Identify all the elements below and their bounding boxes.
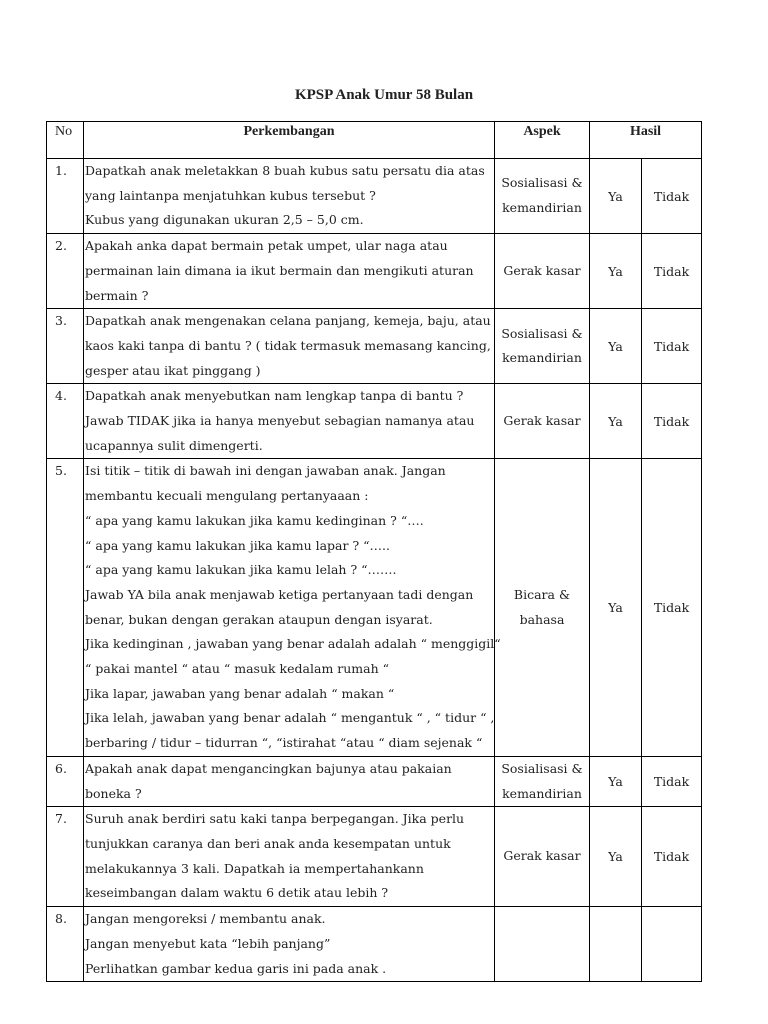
perkembangan-cell: [84, 384, 495, 459]
perkembangan-line: “ apa yang kamu lakukan jika kamu kedinginan ? “….: [85, 512, 424, 528]
perkembangan-cell: [84, 309, 495, 384]
hasil-tidak-cell: Tidak: [642, 459, 702, 756]
kpsp-table: [46, 121, 702, 982]
aspek-line: bahasa: [519, 611, 565, 627]
hasil-ya-cell: Ya: [590, 234, 642, 309]
hasil-ya-cell: Ya: [590, 459, 642, 756]
perkembangan-line: Jawab YA bila anak menjawab ketiga pertanyaan tadi dengan: [85, 586, 474, 602]
perkembangan-line: benar, bukan dengan gerakan ataupun dengan isyarat.: [85, 611, 433, 627]
perkembangan-line: Jangan menyebut kata “lebih panjang”: [85, 935, 331, 951]
row-number-text: 8.: [55, 911, 67, 927]
perkembangan-line: Jawab TIDAK jika ia hanya menyebut sebagian namanya atau: [85, 413, 475, 429]
row-number-text: 4.: [55, 388, 67, 404]
perkembangan-line: Kubus yang digunakan ukuran 2,5 – 5,0 cm.: [85, 212, 364, 228]
perkembangan-line: Suruh anak berdiri satu kaki tanpa berpegangan. Jika perlu: [85, 811, 465, 827]
table-row: [47, 807, 702, 907]
table-row: [47, 459, 702, 756]
row-number: [47, 459, 84, 756]
aspek-line: kemandirian: [502, 785, 582, 801]
hasil-tidak-cell: [642, 907, 702, 982]
aspek-cell: [495, 907, 590, 982]
header-perkembangan: Perkembangan: [84, 122, 495, 159]
row-number-text: 2.: [55, 238, 67, 254]
perkembangan-line: gesper atau ikat pinggang ): [85, 362, 261, 378]
aspek-line: Sosialisasi &: [501, 175, 583, 191]
hasil-ya-cell: Ya: [590, 384, 642, 459]
hasil-ya-cell: Ya: [590, 159, 642, 234]
perkembangan-line: “ apa yang kamu lakukan jika kamu lelah ? “…….: [85, 562, 397, 578]
row-number-text: 7.: [55, 811, 67, 827]
perkembangan-line: yang laintanpa menjatuhkan kubus tersebut ?: [85, 187, 376, 203]
perkembangan-cell: [84, 756, 495, 806]
aspek-line: Gerak kasar: [503, 848, 581, 864]
perkembangan-line: Dapatkah anak meletakkan 8 buah kubus satu persatu dia atas: [85, 163, 485, 178]
aspek-cell: [495, 459, 590, 756]
perkembangan-line: Apakah anak dapat mengancingkan bajunya atau pakaian: [85, 760, 452, 776]
row-number: [47, 234, 84, 309]
perkembangan-line: membantu kecuali mengulang pertanyaaan :: [85, 488, 369, 504]
row-number: [47, 384, 84, 459]
hasil-tidak-cell: Tidak: [642, 159, 702, 234]
table-row: [47, 159, 702, 234]
table-row: [47, 309, 702, 384]
perkembangan-line: Dapatkah anak menyebutkan nam lengkap tanpa di bantu ?: [85, 388, 464, 404]
row-number-text: 5.: [55, 463, 67, 479]
row-number: [47, 756, 84, 806]
hasil-tidak-cell: Tidak: [642, 756, 702, 806]
perkembangan-line: melakukannya 3 kali. Dapatkah ia mempertahankann: [85, 860, 424, 876]
row-number-text: 1.: [55, 163, 67, 178]
perkembangan-line: tunjukkan caranya dan beri anak anda kesempatan untuk: [85, 835, 451, 851]
aspek-line: Gerak kasar: [503, 413, 581, 429]
hasil-tidak-cell: Tidak: [642, 807, 702, 907]
hasil-ya-cell: Ya: [590, 807, 642, 907]
row-number: [47, 159, 84, 234]
perkembangan-line: kaos kaki tanpa di bantu ? ( tidak termasuk memasang kancing,: [85, 337, 491, 353]
aspek-cell: [495, 756, 590, 806]
table-header-row: [47, 122, 702, 159]
row-number-text: 3.: [55, 313, 67, 329]
aspek-cell: [495, 234, 590, 309]
perkembangan-line: ucapannya sulit dimengerti.: [85, 437, 263, 453]
aspek-line: Gerak kasar: [503, 262, 581, 278]
hasil-ya-cell: [590, 907, 642, 982]
perkembangan-line: Isi titik – titik di bawah ini dengan jawaban anak. Jangan: [85, 463, 446, 479]
table-row: [47, 384, 702, 459]
perkembangan-line: permainan lain dimana ia ikut bermain dan mengikuti aturan: [85, 262, 474, 278]
hasil-ya-cell: Ya: [590, 309, 642, 384]
aspek-line: Sosialisasi &: [501, 325, 583, 341]
row-number-text: 6.: [55, 760, 67, 776]
aspek-line: kemandirian: [502, 200, 582, 216]
perkembangan-line: Perlihatkan gambar kedua garis ini pada anak .: [85, 960, 387, 976]
hasil-tidak-cell: Tidak: [642, 384, 702, 459]
row-number: [47, 309, 84, 384]
perkembangan-line: Apakah anka dapat bermain petak umpet, ular naga atau: [85, 238, 448, 254]
aspek-line: Bicara &: [513, 586, 571, 602]
aspek-line: kemandirian: [502, 350, 582, 366]
perkembangan-cell: [84, 907, 495, 982]
header-aspek: Aspek: [495, 122, 590, 159]
aspek-cell: [495, 807, 590, 907]
row-number: [47, 907, 84, 982]
perkembangan-line: Dapatkah anak mengenakan celana panjang, kemeja, baju, atau: [85, 313, 491, 329]
aspek-cell: [495, 384, 590, 459]
perkembangan-cell: [84, 807, 495, 907]
perkembangan-line: “ pakai mantel “ atau “ masuk kedalam rumah “: [85, 661, 390, 677]
hasil-ya-cell: Ya: [590, 756, 642, 806]
perkembangan-line: bermain ?: [85, 287, 149, 303]
row-number: [47, 807, 84, 907]
aspek-cell: [495, 309, 590, 384]
perkembangan-line: Jangan mengoreksi / membantu anak.: [85, 911, 326, 927]
perkembangan-line: Jika lelah, jawaban yang benar adalah “ mengantuk “ , “ tidur “ ,: [85, 710, 495, 726]
hasil-tidak-cell: Tidak: [642, 234, 702, 309]
aspek-cell: [495, 159, 590, 234]
perkembangan-line: berbaring / tidur – tidurran “, “istirahat “atau “ diam sejenak “: [85, 735, 483, 751]
perkembangan-line: Jika kedinginan , jawaban yang benar adalah adalah “ menggigil“: [85, 636, 501, 652]
perkembangan-cell: [84, 459, 501, 756]
perkembangan-cell: [84, 234, 495, 309]
perkembangan-line: “ apa yang kamu lakukan jika kamu lapar ? “…..: [85, 537, 390, 553]
hasil-tidak-cell: Tidak: [642, 309, 702, 384]
header-no: No: [47, 122, 84, 159]
perkembangan-line: Jika lapar, jawaban yang benar adalah “ makan “: [85, 685, 395, 701]
document-title: KPSP Anak Umur 58 Bulan: [294, 87, 474, 103]
table-row: [47, 756, 702, 806]
table-row: [47, 907, 702, 982]
header-hasil: Hasil: [590, 122, 702, 159]
perkembangan-line: boneka ?: [85, 785, 142, 801]
perkembangan-line: keseimbangan dalam waktu 6 detik atau lebih ?: [85, 885, 389, 901]
perkembangan-cell: [84, 159, 495, 234]
table-row: [47, 234, 702, 309]
aspek-line: Sosialisasi &: [501, 760, 583, 776]
